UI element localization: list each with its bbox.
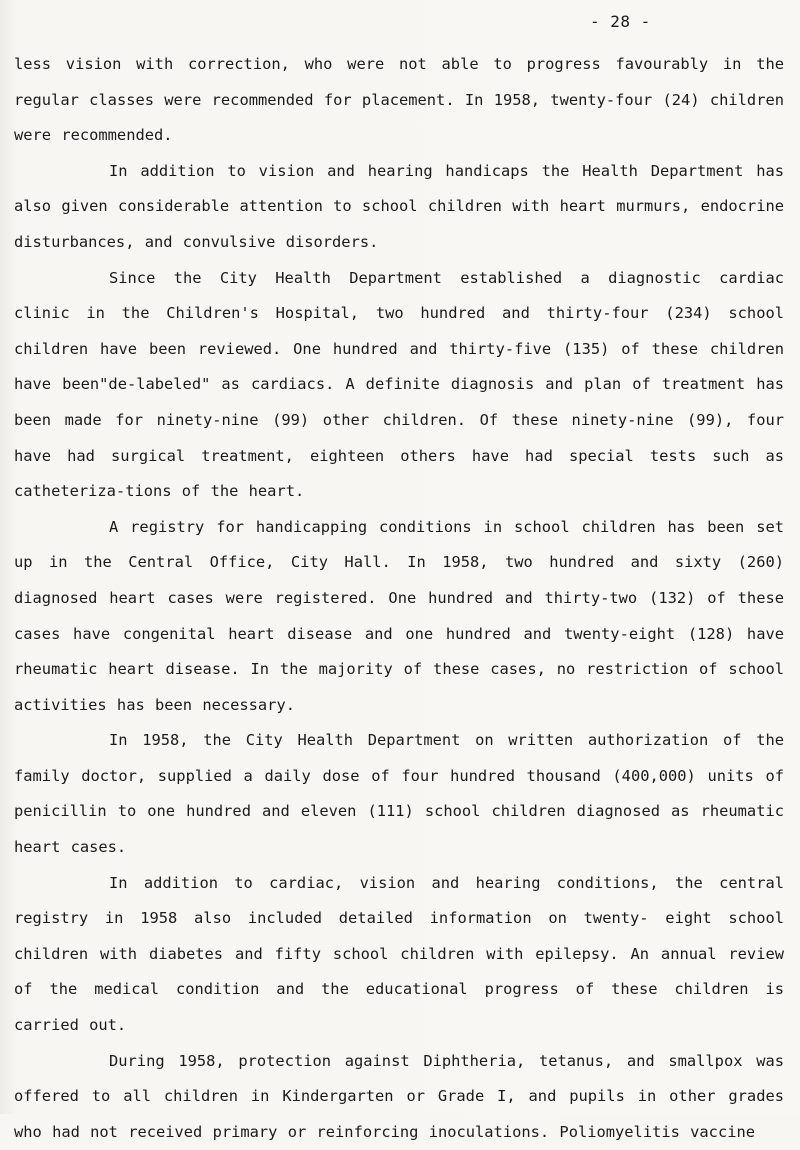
paragraph-central-registry: In addition to cardiac, vision and hearing conditions, the central registry in 1958 also included detailed information on twenty- eight school children with diabetes and fifty school children with epilepsy. An annual review of the medical condition and the educational progress of these children is carried out. [14,873,784,1035]
paragraph-penicillin: In 1958, the City Health Department on written authorization of the family doctor, supplied a daily dose of four hundred thousand (400,000) units of penicillin to one hundred and eleven (111) school children diagnosed as rheumatic heart cases. [14,731,784,857]
page-number: - 28 - [590,12,651,31]
paragraph-health-department-attention: In addition to vision and hearing handicaps the Health Department has also given considerable attention to school children with heart murmurs, endocrine disturbances, and convulsive disorders. [14,161,784,251]
paragraph-cardiac-clinic: Since the City Health Department established a diagnostic cardiac clinic in the Children's Hospital, two hundred and thirty-four (234) school children have been reviewed. One hundred and thirty-five (135) of these children have been"de-labeled" as cardiacs. A definite diagnosis and plan of treatment has been made for ninety-nine (99) other children. Of these ninety-nine (99), four have had surgical treatment, eighteen others have had special tests such as catheteriza-tions of the heart. [14,268,784,501]
paragraph-registry: A registry for handicapping conditions in school children has been set up in the Central Office, City Hall. In 1958, two hundred and sixty (260) diagnosed heart cases were registered. One hundred and thirty-two (132) of these cases have congenital heart disease and one hundred and twenty-eight (128) have rheumatic heart disease. In the majority of these cases, no restriction of school activities has been necessary. [14,517,784,714]
paragraph-immunization: During 1958, protection against Diphtheria, tetanus, and smallpox was offered to all children in Kindergarten or Grade I, and pupils in other grades who had not received primary or reinforcing inoculations. Poliomyelitis vaccine [14,1051,784,1141]
paragraph-continuation: less vision with correction, who were not able to progress favourably in the regular classes were recommended for placement. In 1958, twenty-four (24) children were recommended. [14,55,784,145]
document-body [14,47,784,1150]
